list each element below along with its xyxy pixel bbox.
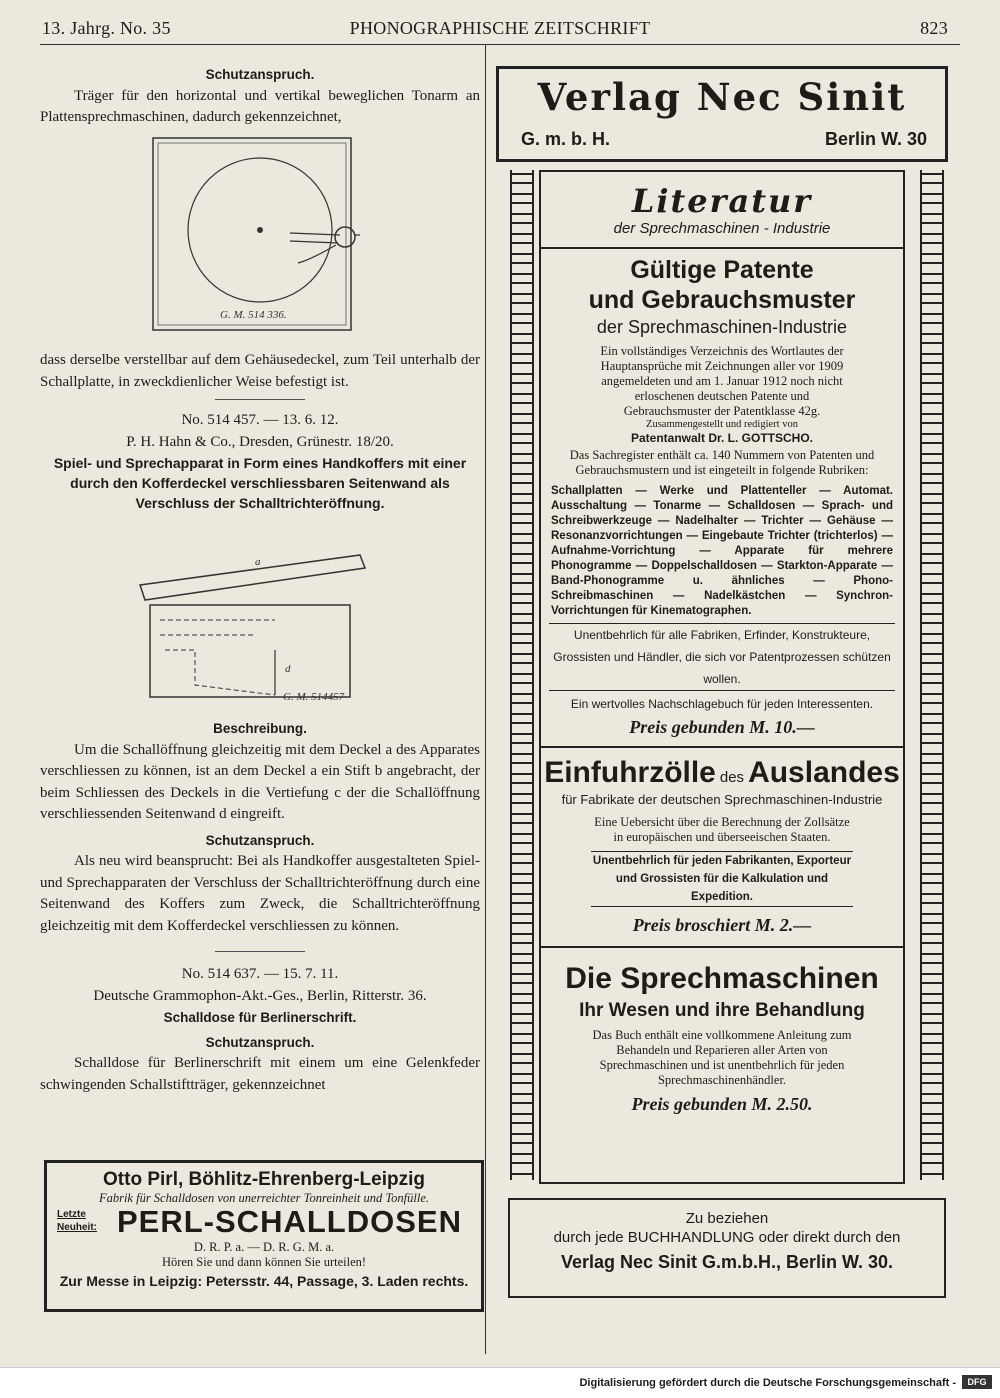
claim1-continued: dass derselbe verstellbar auf dem Gehäusedeckel, zum Teil unterhalb der Schallplatte, in zweckdienlicher Weise befestigt ist.	[40, 352, 480, 390]
book1-title-3: der Sprechmaschinen-Industrie	[596, 317, 848, 337]
entry2-firm: P. H. Hahn & Co., Dresden, Grünestr. 18/20.	[126, 433, 394, 450]
claim3-text: Schalldose für Berlinerschrift mit einem um eine Gelenkfeder schwingenden Schallstiftträger, gekennzeichnet	[40, 1055, 480, 1093]
claim2-heading: Schutzanspruch.	[205, 832, 315, 848]
book3-title: Die Sprechmaschinen	[565, 962, 879, 995]
claim1-heading: Schutzanspruch.	[205, 67, 315, 82]
book1-title-1: Gültige Patente	[630, 256, 814, 284]
ad-company: Otto Pirl, Böhlitz-Ehrenberg-Leipzig	[103, 1169, 425, 1190]
svg-text:d: d	[285, 663, 291, 675]
chain-border-right	[920, 170, 944, 1180]
description-heading: Beschreibung.	[213, 721, 307, 736]
book3-subtitle: Ihr Wesen und ihre Behandlung	[579, 1000, 865, 1021]
figure-suitcase	[135, 550, 375, 710]
ad-fair: Zur Messe in Leipzig: Petersstr. 44, Passage, 3. Laden rechts.	[59, 1273, 469, 1289]
separator	[215, 399, 305, 400]
book3-price: Preis gebunden M. 2.50.	[631, 1094, 813, 1114]
ad-factory: Fabrik für Schalldosen von unerreichter Tonreinheit und Tonfülle.	[98, 1191, 430, 1205]
entry3-title: Schalldose für Berlinerschrift.	[163, 1010, 357, 1025]
fig1-tonearm	[290, 233, 340, 263]
book1-register: Das Sachregister enthält ca. 140 Nummern von Patenten und Gebrauchsmustern und ist eingeteilt in folgende Rubriken:	[569, 448, 875, 477]
literature-subtitle: der Sprechmaschinen - Industrie	[613, 220, 831, 237]
book2-price: Preis broschiert M. 2.—	[632, 915, 812, 935]
publisher-city: Berlin W. 30	[824, 129, 927, 149]
book1-compiled: Zusammengestellt und redigiert von	[646, 419, 798, 430]
claim3-heading: Schutzanspruch.	[205, 1034, 315, 1050]
figure-turntable	[150, 135, 360, 335]
book2-description: Eine Uebersicht über die Berechnung der Zollsätze in europäischen und überseeischen Staaten.	[594, 815, 850, 844]
order-line-1: Zu beziehen	[685, 1210, 769, 1227]
header-page-number: 823	[920, 18, 948, 38]
svg-text:a: a	[255, 556, 261, 568]
fig1-label: G. M. 514 336.	[220, 309, 287, 321]
description-text: Um die Schallöffnung gleichzeitig mit dem Deckel a des Apparates verschliessen zu können, ist an dem Deckel a ein Stift b angebracht, der beim Schliessen des Deckels in die Vertiefung c der die Schallöffnung verschliessenden Seitenwand d eingreift.	[40, 741, 480, 822]
literature-box	[539, 170, 905, 1184]
fig2-lid	[140, 555, 365, 600]
book1-author: Patentanwalt Dr. L. GOTTSCHO.	[630, 431, 814, 445]
left-column	[40, 64, 480, 129]
book2-subtitle: für Fabrikate der deutschen Sprechmaschinen-Industrie	[561, 792, 883, 807]
order-box	[508, 1198, 946, 1298]
entry3-number: No. 514 637. — 15. 7. 11.	[181, 966, 339, 982]
book1-rubrics: Schallplatten — Werke und Plattenteller — Automat. Ausschaltung — Tonarme — Schalldosen — Sprach- und Schreibwerkzeuge — Nadelhalter — Trichter — Gehäuse — Resonanzvorrichtungen — Eingebaute Trichter (trichterlos) — Aufnahme-Vorrichtung — Apparate für mehrere Phonogramme — Doppelschalldosen — Starkton-Apparate — Band-Phonogramme u. ähnliches — Phono-Schreibmaschinen — Nadelkästchen — Synchron-Vorrichtungen für Kinematographen.	[551, 485, 893, 617]
entry2-number: No. 514 457. — 13. 6. 12.	[181, 412, 339, 428]
publisher-name: Verlag Nec Sinit	[537, 75, 907, 119]
ad-patent: D. R. P. a. — D. R. G. M. a.	[193, 1240, 335, 1254]
entry3-firm: Deutsche Grammophon-Akt.-Ges., Berlin, Ritterstr. 36.	[93, 987, 427, 1004]
fig2-horn	[160, 620, 275, 695]
fig2-label: G. M. 514457	[283, 691, 345, 703]
book1-description: Ein vollständiges Verzeichnis des Wortlautes der Hauptansprüche mit Zeichnungen aller vor 1909 angemeldeten und am 1. Januar 1912 noch nicht erloschenen deutschen Patente und Gebrauchsmuster der Patentklasse 42g.	[600, 344, 844, 418]
book3-description: Das Buch enthält eine vollkommene Anleitung zum Behandeln und Reparieren aller Arten von Sprechmaschinen und ist unentbehrlich für jeden Sprechmaschinenhändler.	[592, 1028, 852, 1087]
footer-text: Digitalisierung gefördert durch die Deutsche Forschungsgemeinschaft -	[579, 1377, 956, 1389]
header-journal-title: PHONOGRAPHISCHE ZEITSCHRIFT	[349, 18, 651, 38]
book1-reference: Ein wertvolles Nachschlagebuch für jeden Interessenten.	[570, 697, 874, 711]
chain-border-left	[510, 170, 534, 1180]
book1-price: Preis gebunden M. 10.—	[629, 717, 815, 737]
digitization-footer	[0, 1367, 1000, 1398]
header-volume: 13. Jahrg. No. 35	[42, 18, 171, 38]
left-column-2	[40, 350, 480, 513]
claim1-text: Träger für den horizontal und vertikal beweglichen Tonarm an Plattensprechmaschinen, dadurch gekennzeichnet,	[40, 87, 480, 125]
header-rule	[40, 44, 960, 45]
book2-title: Einfuhrzölle des Auslandes	[544, 756, 900, 789]
fig2-case	[150, 605, 350, 697]
order-line-2: durch jede BUCHHANDLUNG oder direkt durch den	[553, 1229, 901, 1246]
separator-2	[215, 951, 305, 952]
order-line-3: Verlag Nec Sinit G.m.b.H., Berlin W. 30.	[560, 1252, 894, 1272]
literature-title: Literatur	[631, 182, 813, 220]
ad-tag: Letzte Neuheit:	[57, 1209, 97, 1233]
fig1-tonearm-pivot	[335, 227, 355, 247]
publisher-box	[496, 66, 948, 162]
left-column-3	[40, 718, 480, 1096]
ad-slogan: Hören Sie und dann können Sie urteilen!	[161, 1255, 367, 1269]
book1-need: Unentbehrlich für alle Fabriken, Erfinder, Konstrukteure, Grossisten und Händler, die sich vor Patentprozessen schützen wollen.	[549, 623, 895, 691]
column-divider	[485, 44, 486, 1354]
ad-otto-pirl	[44, 1160, 484, 1312]
dfg-logo: DFG	[962, 1375, 992, 1389]
ad-brand: PERL-SCHALLDOSEN	[117, 1204, 462, 1239]
book2-need: Unentbehrlich für jeden Fabrikanten, Exporteur und Grossisten für die Kalkulation und Expedition.	[591, 851, 853, 907]
book1-title-2: und Gebrauchsmuster	[588, 286, 856, 314]
publisher-gmbh: G. m. b. H.	[521, 129, 611, 149]
fig1-spindle	[257, 227, 263, 233]
entry2-title: Spiel- und Sprechapparat in Form eines Handkoffers mit einer durch den Kofferdeckel verschliessbaren Seitenwand als Verschluss der Schalltrichteröffnung.	[53, 455, 467, 511]
claim2-text: Als neu wird beansprucht: Bei als Handkoffer ausgestalteten Spiel- und Sprechapparaten der Verschluss der Schalltrichteröffnung durch eine Seitenwand des Koffers zum Zweck, die Schalltrichteröffnung gleichzeitig mit dem Kofferdeckel verschliessen zu können.	[40, 853, 480, 934]
